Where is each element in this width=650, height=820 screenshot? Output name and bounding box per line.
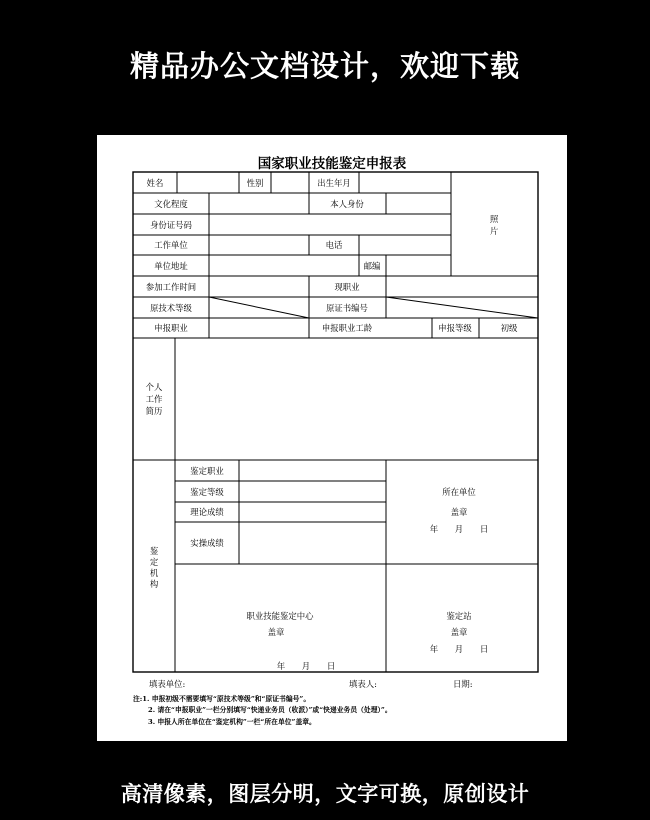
note-line-3: 3. 申报人所在单位在“鉴定机构”一栏“所在单位”盖章。 bbox=[148, 718, 316, 726]
form-table bbox=[97, 135, 567, 741]
station-stamp-label: 盖章 bbox=[450, 627, 468, 637]
work-start-label: 参加工作时间 bbox=[145, 282, 197, 292]
filler-person-label: 填表人: bbox=[349, 679, 377, 689]
current-job-label: 现职业 bbox=[334, 282, 360, 292]
center-label: 职业技能鉴定中心 bbox=[246, 611, 314, 621]
phone-label: 电话 bbox=[325, 240, 343, 250]
theory-score-label: 理论成绩 bbox=[190, 507, 224, 517]
bottom-banner-text: 高清像素，图层分明，文字可换，原创设计 bbox=[120, 782, 530, 806]
fill-date-label: 日期: bbox=[453, 679, 473, 689]
name-label: 姓名 bbox=[146, 178, 164, 188]
note-line-1: 注:1. 申报初级不需要填写“原技术等级”和“原证书编号”。 bbox=[133, 695, 311, 703]
station-label: 鉴定站 bbox=[446, 611, 472, 621]
center-stamp-label: 盖章 bbox=[267, 627, 285, 637]
id-number-label: 身份证号码 bbox=[150, 220, 192, 230]
photo-label-2: 片 bbox=[489, 226, 499, 236]
unit-label: 所在单位 bbox=[442, 487, 476, 497]
practice-score-label: 实操成绩 bbox=[190, 538, 224, 548]
assess-job-label: 鉴定职业 bbox=[190, 466, 224, 476]
form-title: 国家职业技能鉴定申报表 bbox=[257, 156, 407, 172]
unit-stamp-label: 盖章 bbox=[450, 507, 468, 517]
address-label: 单位地址 bbox=[154, 261, 188, 271]
form-paper bbox=[97, 135, 567, 741]
employer-label: 工作单位 bbox=[154, 240, 188, 250]
orig-cert-label: 原证书编号 bbox=[326, 303, 368, 313]
org-label-1: 鉴 bbox=[149, 546, 159, 556]
org-label-4: 构 bbox=[149, 579, 159, 589]
org-label-2: 定 bbox=[149, 557, 159, 567]
resume-label-1: 个人 bbox=[145, 382, 163, 392]
apply-job-label: 申报职业 bbox=[154, 323, 188, 333]
filler-unit-label: 填表单位: bbox=[149, 679, 186, 689]
resume-label-2: 工作 bbox=[145, 394, 163, 404]
postcode-label: 邮编 bbox=[363, 261, 381, 271]
org-label-3: 机 bbox=[149, 568, 159, 578]
photo-label-1: 照 bbox=[489, 214, 499, 224]
education-label: 文化程度 bbox=[154, 199, 188, 209]
station-date-label: 年 月 日 bbox=[429, 644, 489, 654]
apply-years-label: 申报职业工龄 bbox=[321, 323, 373, 333]
apply-level-value: 初级 bbox=[500, 323, 518, 333]
unit-date-label: 年 月 日 bbox=[429, 524, 489, 534]
gender-label: 性别 bbox=[246, 178, 264, 188]
resume-label-3: 简历 bbox=[145, 406, 163, 416]
note-line-2: 2. 请在“申报职业”一栏分别填写“快递业务员（收派）”或“快递业务员（处理）”。 bbox=[148, 706, 392, 714]
orig-level-label: 原技术等级 bbox=[150, 303, 192, 313]
top-banner-title: 精品办公文档设计，欢迎下载 bbox=[129, 49, 520, 83]
apply-level-label: 申报等级 bbox=[438, 323, 472, 333]
identity-label: 本人身份 bbox=[330, 199, 364, 209]
center-date-label: 年 月 日 bbox=[276, 661, 336, 671]
assess-level-label: 鉴定等级 bbox=[190, 487, 224, 497]
birth-label: 出生年月 bbox=[317, 178, 351, 188]
